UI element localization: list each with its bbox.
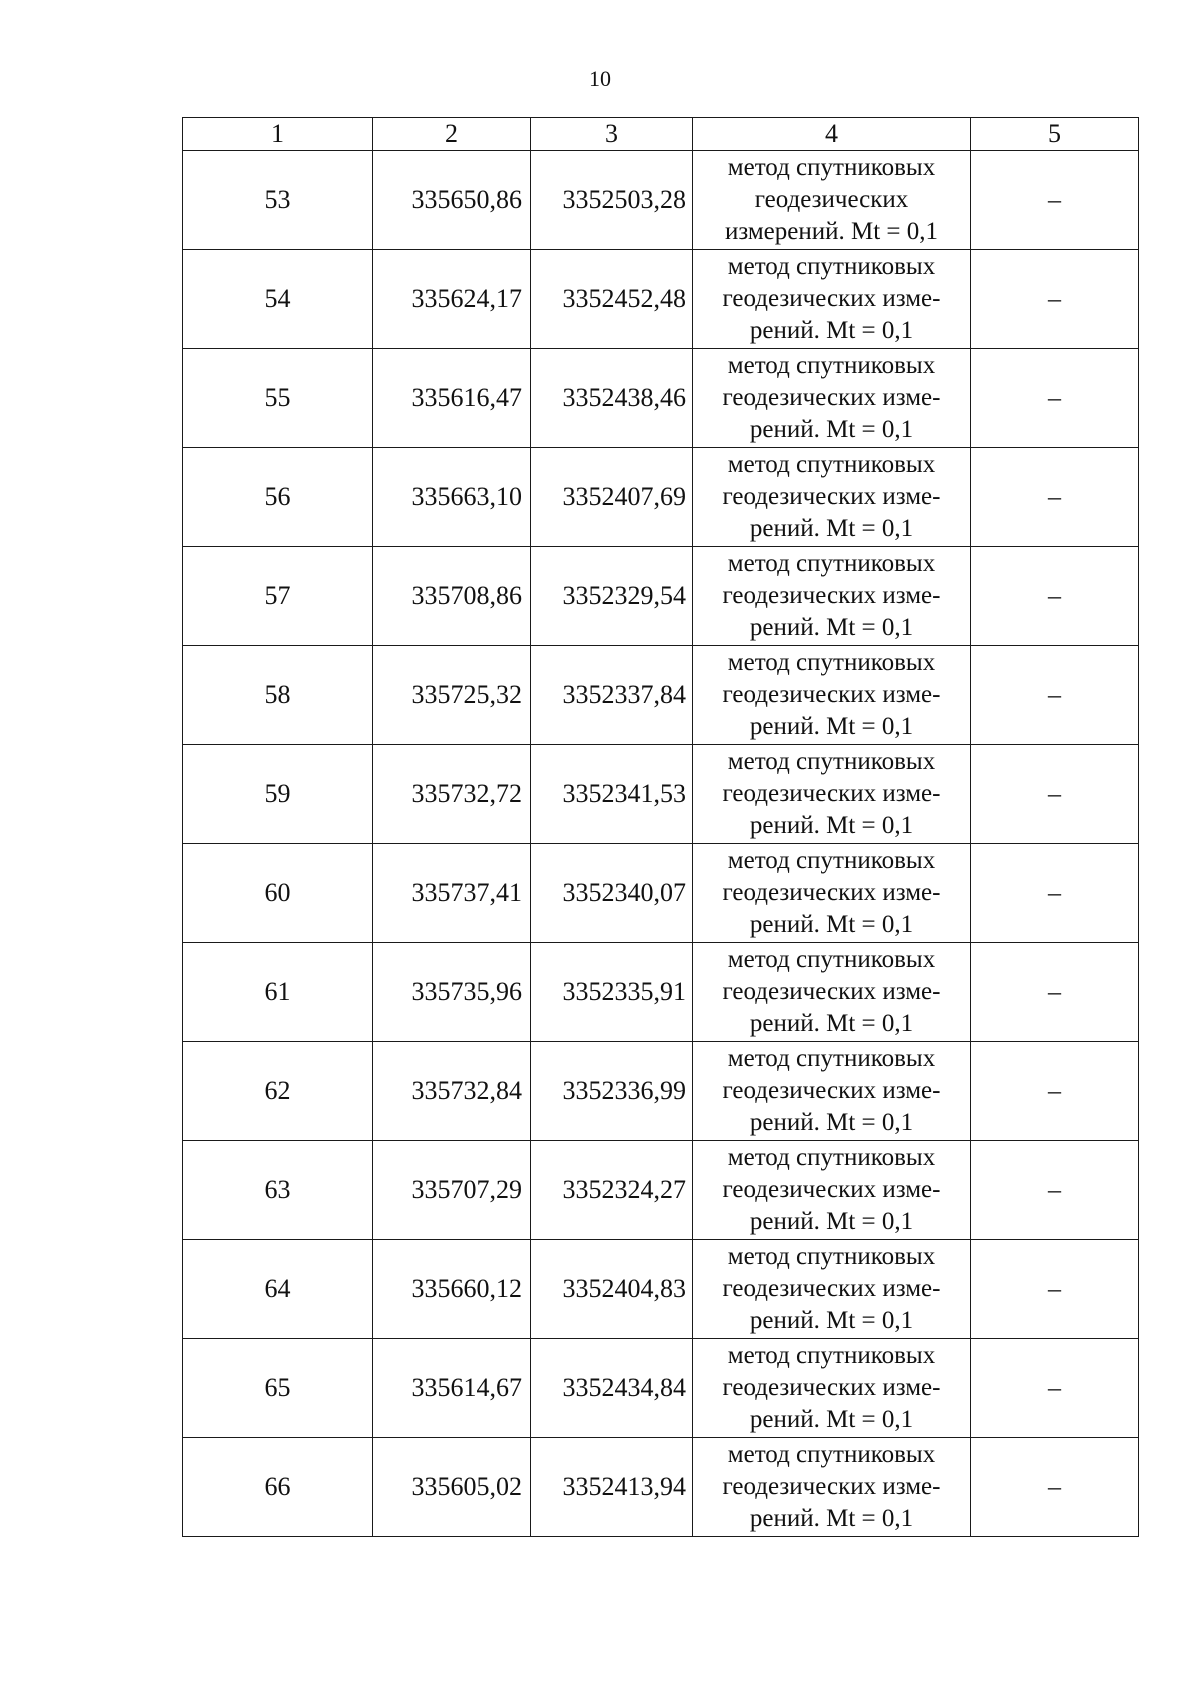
header-col-4: 4 bbox=[693, 118, 971, 151]
method-line: рений. Mt = 0,1 bbox=[749, 911, 914, 938]
method-cell bbox=[693, 1141, 971, 1240]
point-number-cell: 61 bbox=[183, 943, 373, 1042]
table-row bbox=[183, 547, 1139, 646]
header-col-1: 1 bbox=[183, 118, 373, 151]
point-number-cell: 59 bbox=[183, 745, 373, 844]
point-number-cell: 58 bbox=[183, 646, 373, 745]
method-line: метод спутниковых bbox=[727, 847, 936, 874]
coordinate-x-cell: 335605,02 bbox=[373, 1438, 531, 1537]
coordinate-x-cell: 335616,47 bbox=[373, 349, 531, 448]
coordinate-y-cell: 3352434,84 bbox=[531, 1339, 693, 1438]
point-number-cell: 66 bbox=[183, 1438, 373, 1537]
coordinate-x-cell: 335660,12 bbox=[373, 1240, 531, 1339]
method-line: рений. Mt = 0,1 bbox=[749, 614, 914, 641]
method-line: геодезических изме- bbox=[722, 879, 941, 906]
point-number-cell: 54 bbox=[183, 250, 373, 349]
method-line: геодезических изме- bbox=[722, 1473, 941, 1500]
method-line: метод спутниковых bbox=[727, 352, 936, 379]
coordinate-y-cell: 3352337,84 bbox=[531, 646, 693, 745]
method-cell bbox=[693, 1042, 971, 1141]
point-number-cell: 65 bbox=[183, 1339, 373, 1438]
method-line: геодезических изме- bbox=[722, 582, 941, 609]
method-line: геодезических изме- bbox=[722, 978, 941, 1005]
method-line: метод спутниковых bbox=[727, 1342, 936, 1369]
note-cell: – bbox=[971, 349, 1139, 448]
method-line: рений. Mt = 0,1 bbox=[749, 713, 914, 740]
coordinate-x-cell: 335732,84 bbox=[373, 1042, 531, 1141]
note-cell: – bbox=[971, 151, 1139, 250]
method-line: геодезических изме- bbox=[722, 681, 941, 708]
method-line: метод спутниковых bbox=[727, 1441, 936, 1468]
table-row bbox=[183, 349, 1139, 448]
method-line: рений. Mt = 0,1 bbox=[749, 1307, 914, 1334]
coordinate-y-cell: 3352438,46 bbox=[531, 349, 693, 448]
method-line: метод спутниковых bbox=[727, 253, 936, 280]
method-line: геодезических изме- bbox=[722, 780, 941, 807]
table-row bbox=[183, 943, 1139, 1042]
method-cell bbox=[693, 448, 971, 547]
note-cell: – bbox=[971, 1240, 1139, 1339]
method-line: рений. Mt = 0,1 bbox=[749, 1010, 914, 1037]
method-line: метод спутниковых bbox=[727, 1144, 936, 1171]
method-line: геодезических bbox=[754, 186, 909, 213]
coordinate-y-cell: 3352340,07 bbox=[531, 844, 693, 943]
point-number-cell: 56 bbox=[183, 448, 373, 547]
coordinate-y-cell: 3352413,94 bbox=[531, 1438, 693, 1537]
point-number-cell: 55 bbox=[183, 349, 373, 448]
coordinate-x-cell: 335650,86 bbox=[373, 151, 531, 250]
header-col-3: 3 bbox=[531, 118, 693, 151]
coordinate-y-cell: 3352335,91 bbox=[531, 943, 693, 1042]
method-cell bbox=[693, 844, 971, 943]
coordinate-x-cell: 335663,10 bbox=[373, 448, 531, 547]
point-number-cell: 63 bbox=[183, 1141, 373, 1240]
method-line: рений. Mt = 0,1 bbox=[749, 1505, 914, 1532]
method-line: геодезических изме- bbox=[722, 1176, 941, 1203]
note-cell: – bbox=[971, 844, 1139, 943]
table-row bbox=[183, 745, 1139, 844]
method-line: метод спутниковых bbox=[727, 1045, 936, 1072]
coordinate-y-cell: 3352341,53 bbox=[531, 745, 693, 844]
method-line: геодезических изме- bbox=[722, 285, 941, 312]
method-line: геодезических изме- bbox=[722, 1374, 941, 1401]
table-header-row bbox=[183, 118, 1139, 151]
method-cell bbox=[693, 1240, 971, 1339]
method-cell bbox=[693, 349, 971, 448]
point-number-cell: 62 bbox=[183, 1042, 373, 1141]
method-line: рений. Mt = 0,1 bbox=[749, 416, 914, 443]
header-col-2: 2 bbox=[373, 118, 531, 151]
method-line: геодезических изме- bbox=[722, 483, 941, 510]
point-number-cell: 57 bbox=[183, 547, 373, 646]
coordinate-y-cell: 3352503,28 bbox=[531, 151, 693, 250]
coordinate-y-cell: 3352404,83 bbox=[531, 1240, 693, 1339]
coordinate-x-cell: 335707,29 bbox=[373, 1141, 531, 1240]
table-body bbox=[183, 151, 1139, 1537]
note-cell: – bbox=[971, 547, 1139, 646]
method-cell bbox=[693, 943, 971, 1042]
method-line: геодезических изме- bbox=[722, 384, 941, 411]
note-cell: – bbox=[971, 1438, 1139, 1537]
method-cell bbox=[693, 547, 971, 646]
method-cell bbox=[693, 745, 971, 844]
note-cell: – bbox=[971, 646, 1139, 745]
coordinate-x-cell: 335708,86 bbox=[373, 547, 531, 646]
header-col-5: 5 bbox=[971, 118, 1139, 151]
method-line: метод спутниковых bbox=[727, 946, 936, 973]
coordinate-y-cell: 3352329,54 bbox=[531, 547, 693, 646]
coordinate-x-cell: 335725,32 bbox=[373, 646, 531, 745]
method-cell bbox=[693, 1438, 971, 1537]
note-cell: – bbox=[971, 1339, 1139, 1438]
table-row bbox=[183, 448, 1139, 547]
method-line: геодезических изме- bbox=[722, 1077, 941, 1104]
method-line: рений. Mt = 0,1 bbox=[749, 317, 914, 344]
note-cell: – bbox=[971, 448, 1139, 547]
coordinate-x-cell: 335737,41 bbox=[373, 844, 531, 943]
point-number-cell: 60 bbox=[183, 844, 373, 943]
note-cell: – bbox=[971, 1042, 1139, 1141]
note-cell: – bbox=[971, 943, 1139, 1042]
coordinate-y-cell: 3352407,69 bbox=[531, 448, 693, 547]
table-row bbox=[183, 250, 1139, 349]
table-row bbox=[183, 1141, 1139, 1240]
method-line: метод спутниковых bbox=[727, 550, 936, 577]
method-line: рений. Mt = 0,1 bbox=[749, 1406, 914, 1433]
method-line: рений. Mt = 0,1 bbox=[749, 515, 914, 542]
coordinate-y-cell: 3352336,99 bbox=[531, 1042, 693, 1141]
coordinate-y-cell: 3352324,27 bbox=[531, 1141, 693, 1240]
coordinates-table bbox=[182, 117, 1139, 1537]
coordinate-x-cell: 335735,96 bbox=[373, 943, 531, 1042]
point-number-cell: 64 bbox=[183, 1240, 373, 1339]
coordinate-x-cell: 335624,17 bbox=[373, 250, 531, 349]
method-line: рений. Mt = 0,1 bbox=[749, 1208, 914, 1235]
method-line: рений. Mt = 0,1 bbox=[749, 1109, 914, 1136]
method-line: метод спутниковых bbox=[727, 154, 936, 181]
method-cell bbox=[693, 1339, 971, 1438]
method-line: метод спутниковых bbox=[727, 649, 936, 676]
method-cell bbox=[693, 250, 971, 349]
method-line: геодезических изме- bbox=[722, 1275, 941, 1302]
method-line: метод спутниковых bbox=[727, 748, 936, 775]
method-line: рений. Mt = 0,1 bbox=[749, 812, 914, 839]
method-line: метод спутниковых bbox=[727, 451, 936, 478]
coordinate-y-cell: 3352452,48 bbox=[531, 250, 693, 349]
method-line: метод спутниковых bbox=[727, 1243, 936, 1270]
note-cell: – bbox=[971, 745, 1139, 844]
table-row bbox=[183, 1339, 1139, 1438]
coordinate-x-cell: 335732,72 bbox=[373, 745, 531, 844]
table-row bbox=[183, 1438, 1139, 1537]
point-number-cell: 53 bbox=[183, 151, 373, 250]
table-row bbox=[183, 151, 1139, 250]
table-row bbox=[183, 1042, 1139, 1141]
table-row bbox=[183, 844, 1139, 943]
method-line: измерений. Mt = 0,1 bbox=[724, 218, 939, 245]
table-row bbox=[183, 646, 1139, 745]
method-cell bbox=[693, 151, 971, 250]
table-row bbox=[183, 1240, 1139, 1339]
page-number: 10 bbox=[589, 66, 611, 91]
note-cell: – bbox=[971, 250, 1139, 349]
method-cell bbox=[693, 646, 971, 745]
note-cell: – bbox=[971, 1141, 1139, 1240]
coordinate-x-cell: 335614,67 bbox=[373, 1339, 531, 1438]
